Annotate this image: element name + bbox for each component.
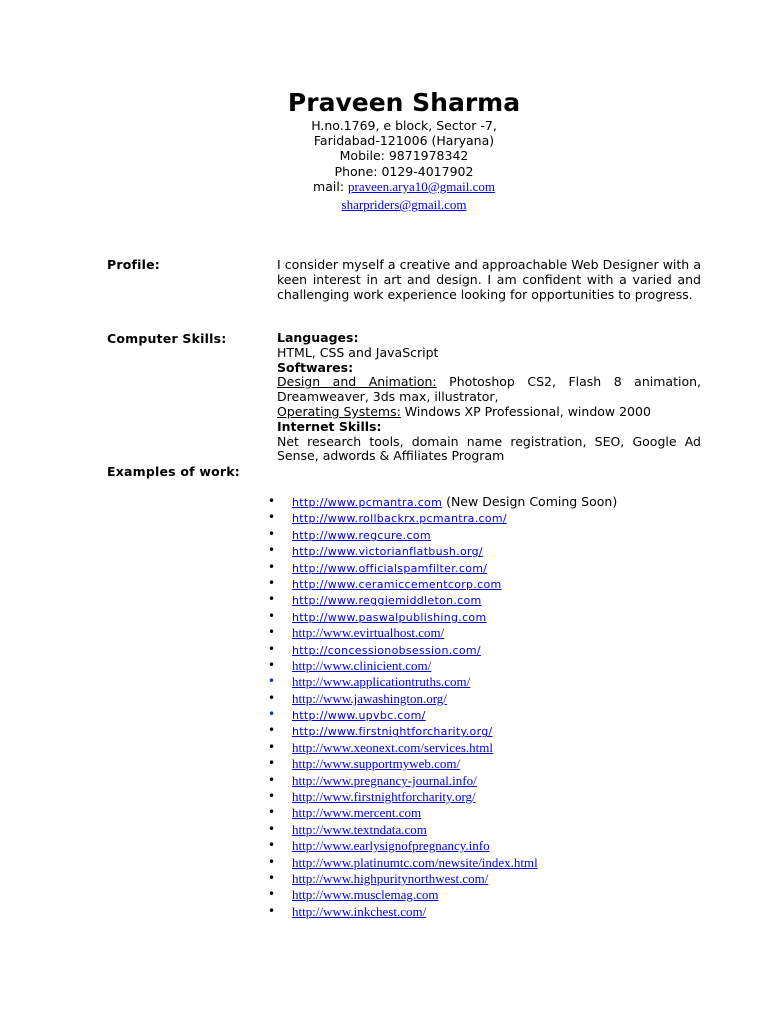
work-example-link[interactable]: http://www.evirtualhost.com/ — [292, 625, 445, 641]
resume-header — [0, 88, 768, 213]
list-item — [264, 854, 704, 870]
mobile-number: Mobile: 9871978342 — [339, 148, 469, 164]
operating-systems-line — [277, 405, 701, 420]
bullet-icon: • — [268, 887, 276, 902]
work-example-link[interactable]: http://www.officialspamfilter.com/ — [292, 561, 488, 575]
bullet-icon: • — [268, 903, 276, 918]
list-item — [264, 673, 704, 689]
examples-label: Examples of work: — [107, 464, 240, 479]
examples-link-list — [264, 493, 704, 919]
work-example-link[interactable]: http://www.highpuritynorthwest.com/ — [292, 870, 489, 886]
list-item — [264, 706, 704, 722]
internet-skills-text: Net research tools, domain name registration, SEO, Google Ad Sense, adwords & Affiliates Program — [277, 433, 701, 464]
computer-skills-label: Computer Skills: — [107, 331, 227, 346]
list-item — [264, 772, 704, 788]
work-example-link[interactable]: http://www.rollbackrx.pcmantra.com/ — [292, 512, 507, 526]
email-line-secondary — [0, 194, 768, 213]
work-example-link[interactable]: http://www.reggiemiddleton.com — [292, 594, 482, 608]
address-line-2: Faridabad-121006 (Haryana) — [313, 133, 495, 149]
bullet-icon: • — [268, 821, 276, 836]
bullet-icon: • — [268, 608, 276, 623]
list-item — [264, 493, 704, 509]
operating-systems-text: Windows XP Professional, window 2000 — [400, 403, 651, 419]
list-item — [264, 821, 704, 837]
design-animation-line — [277, 375, 701, 405]
work-example-link[interactable]: http://www.firstnightforcharity.org/ — [292, 725, 493, 739]
list-item — [264, 526, 704, 542]
list-item — [264, 690, 704, 706]
bullet-icon: • — [268, 625, 276, 640]
work-example-link[interactable]: http://www.supportmyweb.com/ — [292, 756, 461, 772]
design-animation-text: Photoshop CS2, Flash 8 animation, Dreamweaver, 3ds max, illustrator, — [277, 374, 701, 405]
bullet-icon: • — [268, 723, 276, 738]
email-link-secondary[interactable]: sharpriders@gmail.com — [341, 197, 467, 213]
list-item — [264, 886, 704, 902]
list-item — [264, 837, 704, 853]
work-example-link[interactable]: http://www.pregnancy-journal.info/ — [292, 772, 477, 788]
list-item — [264, 657, 704, 673]
bullet-icon: • — [268, 854, 276, 869]
profile-text: I consider myself a creative and approachable Web Designer with a keen interest in art and design. I am confident with a varied and challenging work experience looking for opportunities to progress. — [277, 257, 701, 302]
list-item — [264, 509, 704, 525]
candidate-name: Praveen Sharma — [287, 88, 521, 117]
work-example-link[interactable]: http://www.ceramiccementcorp.com — [292, 577, 502, 591]
bullet-icon: • — [268, 559, 276, 574]
languages-text: HTML, CSS and JavaScript — [277, 344, 439, 360]
bullet-icon: • — [268, 838, 276, 853]
work-example-link[interactable]: http://www.firstnightforcharity.org/ — [292, 789, 476, 805]
phone-number: Phone: 0129-4017902 — [334, 163, 474, 179]
list-item — [264, 591, 704, 607]
bullet-icon: • — [268, 510, 276, 525]
link-note: (New Design Coming Soon) — [442, 494, 618, 509]
bullet-icon: • — [268, 739, 276, 754]
computer-skills-section — [277, 331, 701, 464]
work-example-link[interactable]: http://www.earlysignofpregnancy.info — [292, 838, 490, 854]
work-example-link[interactable]: http://www.regcure.com — [292, 528, 431, 542]
work-example-link[interactable]: http://www.victorianflatbush.org/ — [292, 545, 483, 559]
list-item — [264, 870, 704, 886]
bullet-icon: • — [268, 805, 276, 820]
work-example-link[interactable]: http://www.paswalpublishing.com — [292, 610, 487, 624]
bullet-icon: • — [268, 674, 276, 689]
bullet-icon: • — [268, 575, 276, 590]
list-item — [264, 624, 704, 640]
bullet-icon: • — [268, 756, 276, 771]
bullet-icon: • — [268, 641, 276, 656]
list-item — [264, 739, 704, 755]
list-item — [264, 788, 704, 804]
bullet-icon: • — [268, 870, 276, 885]
list-item — [264, 903, 704, 919]
list-item — [264, 559, 704, 575]
email-label: mail: — [313, 178, 348, 194]
bullet-icon: • — [268, 543, 276, 558]
work-example-link[interactable]: http://www.applicationtruths.com/ — [292, 674, 471, 690]
list-item — [264, 804, 704, 820]
design-animation-label: Design and Animation: — [277, 374, 437, 390]
list-item — [264, 641, 704, 657]
email-link-primary[interactable]: praveen.arya10@gmail.com — [348, 178, 495, 194]
bullet-icon: • — [268, 789, 276, 804]
bullet-icon: • — [268, 707, 276, 722]
list-item — [264, 608, 704, 624]
work-example-link[interactable]: http://www.mercent.com — [292, 805, 422, 821]
bullet-icon: • — [268, 592, 276, 607]
softwares-heading: Softwares: — [277, 359, 354, 375]
work-example-link[interactable]: http://www.musclemag.com — [292, 887, 439, 903]
languages-heading: Languages: — [277, 330, 359, 345]
work-example-link[interactable]: http://concessionobsession.com/ — [292, 643, 481, 657]
list-item — [264, 722, 704, 738]
profile-label: Profile: — [107, 257, 160, 272]
work-example-link[interactable]: http://www.xeonext.com/services.html — [292, 739, 493, 755]
work-example-link[interactable]: http://www.clinicient.com/ — [292, 657, 432, 673]
address-line-1: H.no.1769, e block, Sector -7, — [311, 118, 497, 133]
list-item — [264, 542, 704, 558]
bullet-icon: • — [268, 690, 276, 705]
work-example-link[interactable]: http://www.textndata.com — [292, 821, 427, 837]
work-example-link[interactable]: http://www.upvbc.com/ — [292, 709, 426, 723]
bullet-icon: • — [268, 772, 276, 787]
work-example-link[interactable]: http://www.platinumtc.com/newsite/index.html — [292, 854, 538, 870]
list-item — [264, 755, 704, 771]
bullet-icon: • — [268, 494, 276, 508]
list-item — [264, 575, 704, 591]
bullet-icon: • — [268, 526, 276, 541]
internet-skills-heading: Internet Skills: — [277, 418, 382, 434]
work-example-link[interactable]: http://www.pcmantra.com — [292, 496, 443, 509]
work-example-link[interactable]: http://www.inkchest.com/ — [292, 903, 427, 919]
work-example-link[interactable]: http://www.jawashington.org/ — [292, 690, 447, 706]
bullet-icon: • — [268, 657, 276, 672]
email-line — [0, 179, 768, 194]
operating-systems-label: Operating Systems: — [277, 403, 401, 419]
